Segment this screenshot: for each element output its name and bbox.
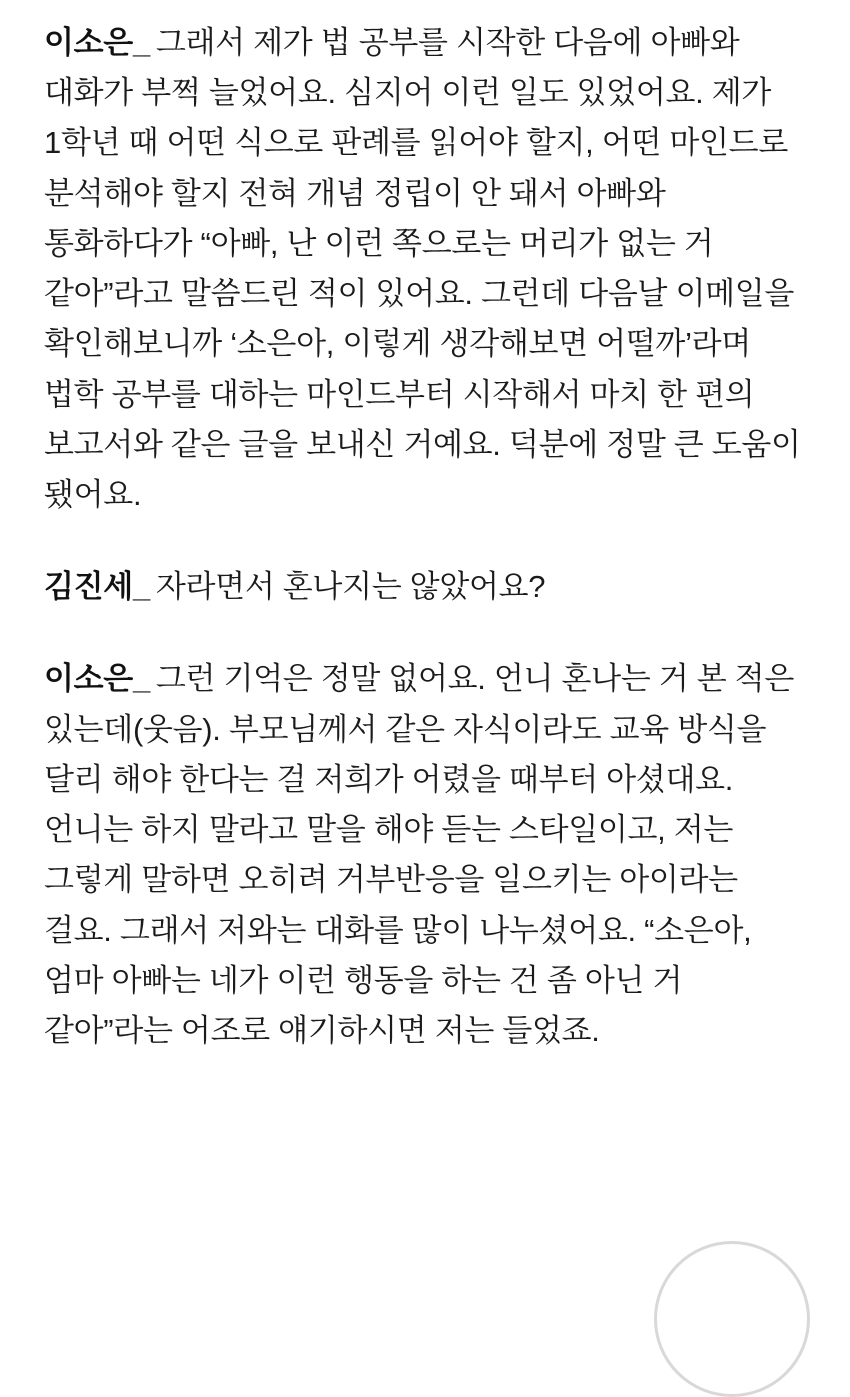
dialogue-paragraph (44, 654, 806, 1056)
speaker-name: 이소은_ (44, 25, 150, 60)
speech-text: 자라면서 혼나지는 않았어요? (155, 569, 546, 605)
dialogue-paragraph (44, 562, 806, 612)
speaker-name: 이소은_ (44, 661, 150, 697)
speech-text: 그래서 제가 법 공부를 시작한 다음에 아빠와 대화가 부쩍 늘었어요. 심지어 이런 일도 있었어요. 제가 1학년 때 어떤 식으로 판례를 읽어야 할지, 어떤 마인드로 분석해야 할지 전혀 개념 정립이 안 돼서 아빠와 통화하다가 “아빠, 난 이런 쪽으로는 머리가 없는 거 같아”라고 말씀드린 적이 있어요. 그런데 다음날 이메일을 확인해보니까 ‘소은아, 이렇게 생각해보면 어떨까’라며 법학 공부를 대하는 마인드부터 시작해서 마치 한 편의 보고서와 같은 글을 보내신 거예요. 덕분에 정말 큰 도움이 됐어요. (44, 25, 801, 512)
speaker-name: 김진세_ (44, 569, 150, 605)
speech-text: 그런 기억은 정말 없어요. 언니 혼나는 거 본 적은 있는데(웃음). 부모님께서 같은 자식이라도 교육 방식을 달리 해야 한다는 걸 저희가 어렸을 때부터 아셨대요. 언니는 하지 말라고 말을 해야 듣는 스타일이고, 저는 그렇게 말하면 오히려 거부반응을 일으키는 아이라는 걸요. 그래서 저와는 대화를 많이 나누셨어요. “소은아, 엄마 아빠는 네가 이런 행동을 하는 건 좀 아닌 거 같아”라는 어조로 얘기하시면 저는 들었죠. (44, 661, 794, 1048)
circle-decoration (654, 1241, 810, 1397)
dialogue-paragraph (44, 18, 806, 520)
